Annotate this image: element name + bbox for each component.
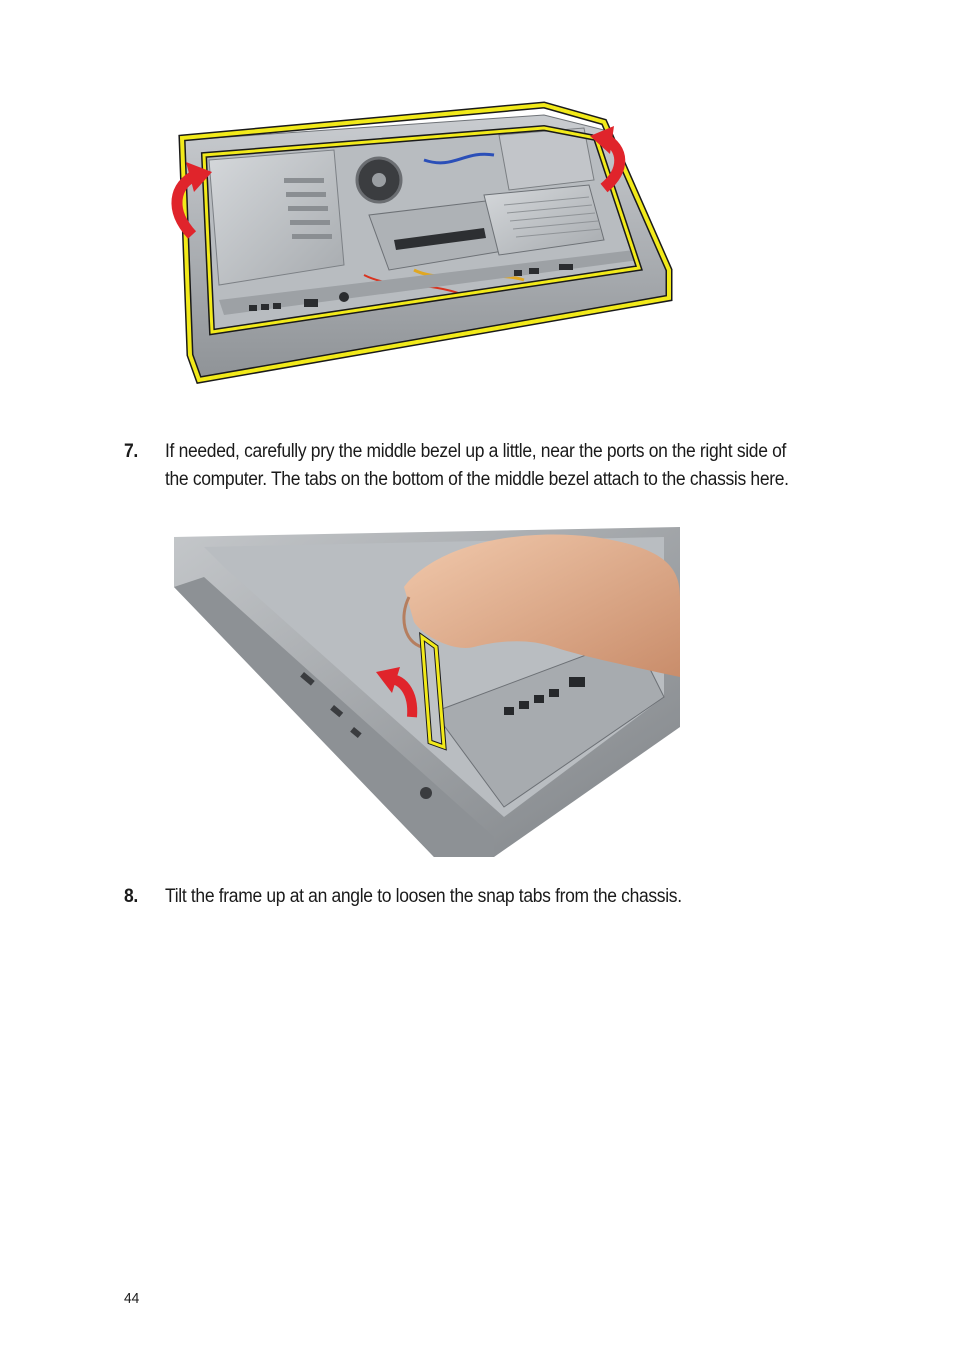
bezel-overview-photo (164, 100, 680, 418)
step-number: 7. (124, 441, 138, 462)
page-number: 44 (124, 1290, 140, 1307)
step-text: Tilt the frame up at an angle to loosen the snap tabs from the chassis. (165, 886, 682, 907)
step-number: 8. (124, 886, 138, 907)
pry-bezel-photo (164, 527, 680, 857)
step-text: If needed, carefully pry the middle bezel up a little, near the ports on the right side of the computer. The tabs on the bottom of the middle bezel attach to the chassis here. (165, 441, 789, 490)
